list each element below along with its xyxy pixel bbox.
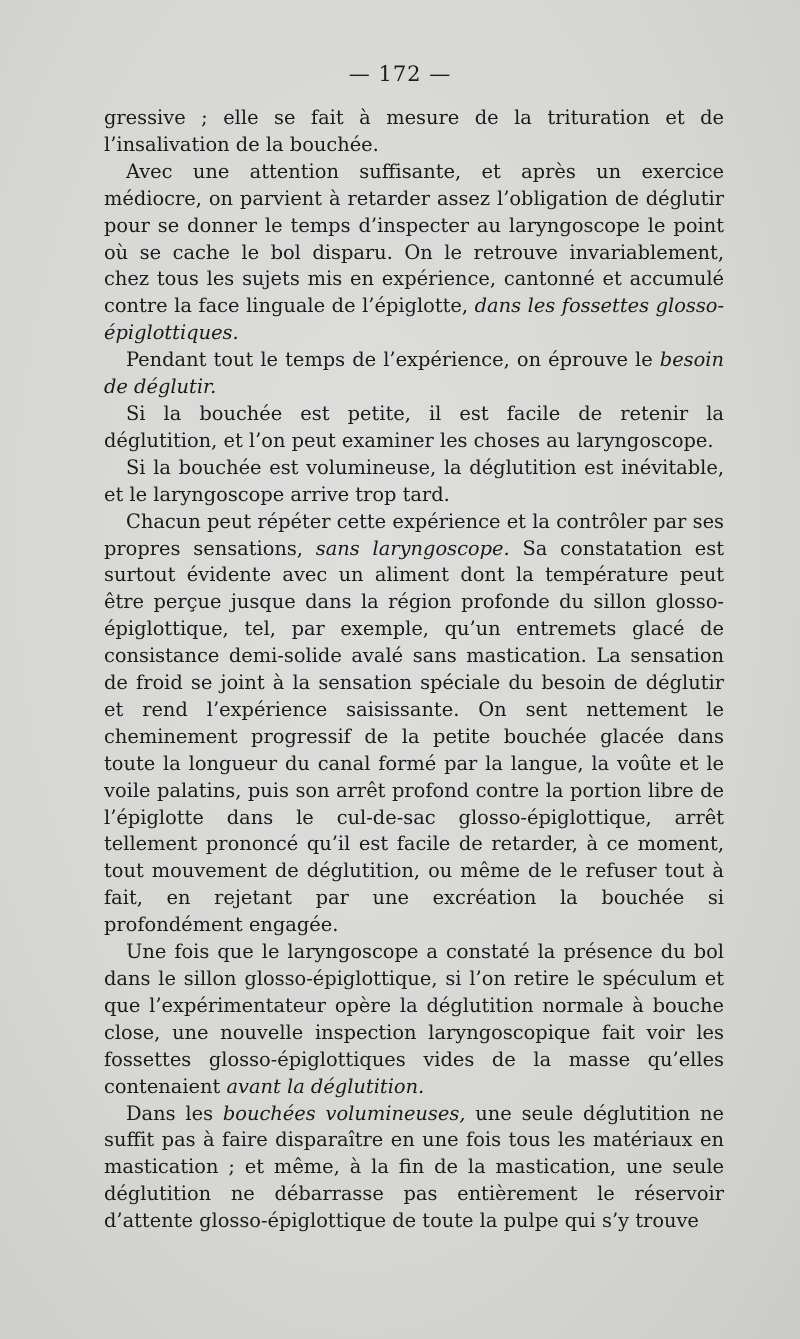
paragraph	[104, 347, 724, 401]
paragraph	[104, 401, 724, 455]
paragraph	[104, 509, 724, 940]
italic-run: bouchées volumineuses,	[222, 1101, 466, 1125]
paragraph	[104, 159, 724, 347]
text-run: Sa constatation est surtout évidente avec un aliment dont la température peut être perçue jusque dans la région profonde du sillon glosso-épiglottique, tel, par exemple, qu’un entremets glacé de consistance demi-solide avalé sans mastication. La sensation de froid se joint à la sensation spéciale du besoin de déglutir et rend l’expérience saisissante. On sent nettement le cheminement progressif de la petite bouchée glacée dans toute la longueur du canal formé par la langue, la voûte et le voile palatins, puis son arrêt profond contre la portion libre de l’épiglotte dans le cul-de-sac glosso-épiglottique, arrêt tellement prononcé qu’il est facile de retarder, à ce moment, tout mouvement de déglutition, ou même de le refuser tout à fait, en rejetant par une excréation la bouchée si profondément engagée.	[104, 536, 725, 937]
text-run: Dans les	[126, 1101, 223, 1125]
text-run: Chacun peut répéter cette expérience et la contrôler par ses propres sensations,	[104, 509, 724, 560]
paragraph	[104, 455, 724, 509]
text-run: Une fois que le laryngoscope a constaté la présence du bol dans le sillon glosso-épiglottique, si l’on retire le spéculum et que l’expérimentateur opère la déglutition normale à bouche close, une nouvelle inspection laryngoscopique fait voir les fossettes glosso-épiglottiques vides de la masse qu’elles contenaient	[104, 940, 724, 1098]
paragraph	[104, 105, 724, 159]
italic-run: dans les fossettes glosso-épiglottiques.	[104, 294, 725, 345]
italic-run: sans laryngoscope.	[315, 536, 510, 560]
italic-run: besoin de déglutir.	[104, 348, 724, 399]
body-text	[104, 105, 724, 1235]
text-run: Avec une attention suffisante, et après un exercice médiocre, on parvient à retarder assez l’obligation de déglutir pour se donner le temps d’inspecter au laryngoscope le point où se cache le bol disparu. On le retrouve invariablement, chez tous les sujets mis en expérience, cantonné et accumulé contre la face linguale de l’épiglotte,	[104, 159, 724, 318]
paragraph	[104, 1101, 724, 1236]
paragraph	[104, 939, 724, 1100]
text-run: Si la bouchée est volumineuse, la déglutition est inévitable, et le laryngoscope arrive trop tard.	[104, 455, 724, 506]
page-number: — 172 —	[348, 62, 452, 86]
text-run: Si la bouchée est petite, il est facile de retenir la déglutition, et l’on peut examiner les choses au laryngoscope.	[104, 401, 724, 452]
text-run: une seule déglutition ne suffit pas à faire disparaître en une fois tous les matériaux en mastication ; et même, à la fin de la mastication, une seule déglutition ne débarrasse pas entièrement le réservoir d’attente glosso-épiglottique de toute la pulpe qui s’y trouve	[104, 1101, 724, 1233]
text-run: gressive ; elle se fait à mesure de la trituration et de l’insalivation de la bouchée.	[104, 106, 724, 156]
text-run: Pendant tout le temps de l’expérience, on éprouve le	[126, 348, 660, 372]
italic-run: avant la déglutition.	[226, 1074, 425, 1098]
